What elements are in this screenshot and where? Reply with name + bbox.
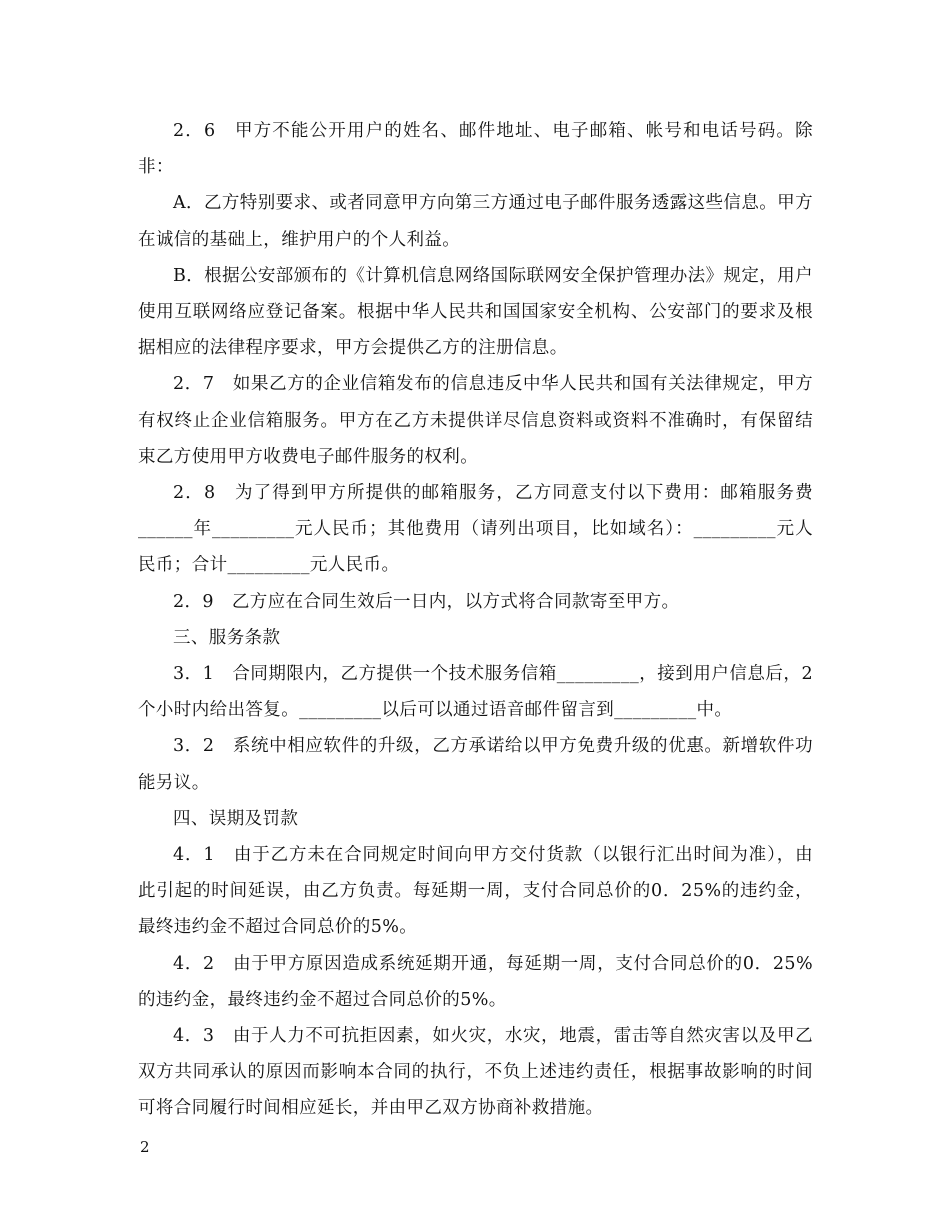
paragraph-2-6: 2．6 甲方不能公开用户的姓名、邮件地址、电子邮箱、帐号和电话号码。除非：: [138, 121, 813, 178]
paragraph-4-2: 4．2 由于甲方原因造成系统延期开通，每延期一周，支付合同总价的0．25%的违约金，最终违约金不超过合同总价的5%。: [138, 953, 813, 1010]
paragraph-b: B．根据公安部颁布的《计算机信息网络国际联网安全保护管理办法》规定，用户使用互联网络应登记备案。根据中华人民共和国国家安全机构、公安部门的要求及根据相应的法律程序要求，甲方会提供乙方的注册信息。: [138, 265, 813, 359]
section-heading-3: 三、服务条款: [173, 627, 281, 648]
paragraph-2-7: 2．7 如果乙方的企业信箱发布的信息违反中华人民共和国有关法律规定，甲方有权终止企业信箱服务。甲方在乙方未提供详尽信息资料或资料不准确时，有保留结束乙方使用甲方收费电子邮件服务的权利。: [138, 374, 813, 467]
paragraph-2-9: 2．9 乙方应在合同生效后一日内，以方式将合同款寄至甲方。: [173, 591, 680, 612]
paragraph-2-8: 2．8 为了得到甲方所提供的邮箱服务，乙方同意支付以下费用：邮箱服务费______年_________元人民币；其他费用（请列出项目，比如域名）：_________元人民币；合计_________元人民币。: [138, 483, 813, 576]
document-body: [138, 113, 813, 1127]
paragraph-3-2: 3．2 系统中相应软件的升级，乙方承诺给以甲方免费升级的优惠。新增软件功能另议。: [138, 736, 813, 793]
paragraph-a: A．乙方特别要求、或者同意甲方向第三方通过电子邮件服务透露这些信息。甲方在诚信的基础上，维护用户的个人利益。: [138, 193, 813, 250]
paragraph-4-3: 4．3 由于人力不可抗拒因素，如火灾，水灾，地震，雷击等自然灾害以及甲乙双方共同承认的原因而影响本合同的执行，不负上述违约责任，根据事故影响的时间可将合同履行时间相应延长，并由甲乙双方协商补救措施。: [138, 1026, 813, 1119]
page-number: 2: [140, 1138, 150, 1156]
section-heading-4: 四、误期及罚款: [173, 808, 299, 829]
paragraph-3-1: 3．1 合同期限内，乙方提供一个技术服务信箱_________，接到用户信息后，2个小时内给出答复。_________以后可以通过语音邮件留言到_________中。: [138, 664, 813, 721]
paragraph-4-1: 4．1 由于乙方未在合同规定时间向甲方交付货款（以银行汇出时间为准），由此引起的时间延误，由乙方负责。每延期一周，支付合同总价的0．25%的违约金，最终违约金不超过合同总价的5%。: [138, 845, 813, 938]
